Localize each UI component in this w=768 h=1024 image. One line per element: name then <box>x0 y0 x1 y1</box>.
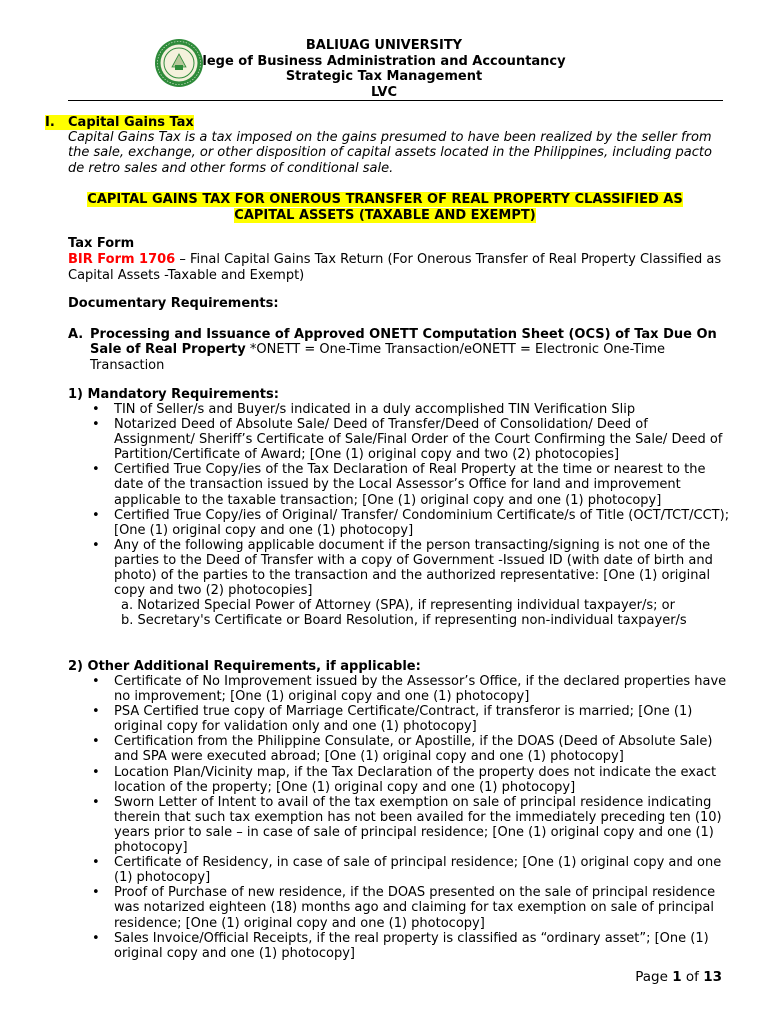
section-numeral: I. <box>45 115 68 130</box>
header-divider <box>68 100 723 101</box>
of-label: of <box>685 969 699 985</box>
section-title: Capital Gains Tax <box>68 115 194 130</box>
college-name: lege of Business Administration and Accountancy <box>202 53 566 69</box>
page-number <box>635 969 722 985</box>
bullet-dot: • <box>92 794 100 810</box>
list-item: • Any of the following applicable document if the person transacting/signing is not one of the parties to the Deed of Transfer with a copy of Government -Issued ID (with date of birth and photo) of the parties to the transaction and the authorized representative: [One (1) original copy and two (2) photocopies] a. Notarized Special Power of Attorney (SPA), if representing individual taxpayer/s; or b. Secretary's Certificate or Board Resolution, if representing non-individual taxpayer/s <box>91 538 731 629</box>
tax-form-description: – Final Capital Gains Tax Return (For Onerous Transfer of Real Property Classified as Capital Assets -Taxable and Exempt) <box>68 252 722 283</box>
item-a-title: Processing and Issuance of Approved ONETT Computation Sheet (OCS) of Tax Due On Sale of Real Property <box>90 327 717 358</box>
bullet-dot: • <box>92 764 100 780</box>
bullet-dot: • <box>92 402 100 417</box>
tax-form-heading: Tax Form <box>68 236 135 251</box>
caption-rest: (TAXABLE AND EXEMPT) <box>354 207 536 223</box>
list-item: • Sworn Letter of Intent to avail of the tax exemption on sale of principal residence indicating therein that such tax exemption has not been availed for the immediately preceding ten (10) years prior to sale – in case of sale of principal residence; [One (1) original copy and one (1) photocopy] <box>92 794 722 856</box>
list-item: • TIN of Seller/s and Buyer/s indicated in a duly accomplished TIN Verification Slip <box>92 402 636 417</box>
bullet-dot: • <box>92 930 100 946</box>
list-item: • Certified True Copy/ies of the Tax Declaration of Real Property at the time or nearest to the date of the transaction issued by the Local Assessor’s Office for land and improvement applicable to the taxable transaction; [One (1) original copy and one (1) photocopy] <box>92 462 706 508</box>
bullet-dot: • <box>92 704 100 720</box>
bir-form-number: BIR Form 1706 <box>68 252 176 267</box>
total-pages: 13 <box>703 969 722 985</box>
list-item: • Proof of Purchase of new residence, if the DOAS presented on the sale of principal residence was notarized eighteen (18) months ago and claiming for tax exemption on sale of principal residence; [One (1) original copy and one (1) photocopy] <box>92 885 716 931</box>
bullet-dot: • <box>92 417 100 433</box>
bullet-dot: • <box>92 734 100 750</box>
additional-heading: 2) Other Additional Requirements, if applicable: <box>68 659 421 674</box>
item-a <box>68 327 728 373</box>
bullet-dot: • <box>92 885 100 901</box>
course-name: Strategic Tax Management <box>285 69 483 84</box>
sub-list-item: b. Secretary's Certificate or Board Resolution, if representing non-individual taxpayer/s <box>121 613 687 629</box>
item-a-label: A. <box>68 327 84 342</box>
list-item: • Certified True Copy/ies of Original/ Transfer/ Condominium Certificate/s of Title (OCT/TCT/CCT); [One (1) original copy and one (1) photocopy] <box>92 507 730 538</box>
list-item: • Location Plan/Vicinity map, if the Tax Declaration of the property does not indicate the exact location of the property; [One (1) original copy and one (1) photocopy] <box>92 764 717 795</box>
section-caption <box>60 192 710 223</box>
university-name: BALIUAG UNIVERSITY <box>305 38 463 53</box>
bullet-dot: • <box>92 507 100 523</box>
list-item: • Sales Invoice/Official Receipts, if the real property is classified as “ordinary asset”; [One (1) original copy and one (1) photocopy] <box>92 930 709 961</box>
document-header <box>0 38 768 100</box>
list-item: • Certificate of Residency, in case of sale of principal residence; [One (1) original copy and one (1) photocopy] <box>92 855 722 886</box>
bullet-dot: • <box>92 855 100 871</box>
mandatory-heading: 1) Mandatory Requirements: <box>68 387 279 402</box>
tax-form-line <box>68 252 728 283</box>
list-item: • PSA Certified true copy of Marriage Certificate/Contract, if transferor is married; [One (1) original copy for validation only and one (1) photocopy] <box>92 704 693 735</box>
current-page: 1 <box>672 969 682 985</box>
instructor-initials: LVC <box>370 84 398 100</box>
sub-list-item: a. Notarized Special Power of Attorney (SPA), if representing individual taxpayer/s; or <box>121 598 675 614</box>
item-a-note: *ONETT = One-Time Transaction/eONETT = Electronic One-Time Transaction <box>90 342 665 373</box>
documentary-heading: Documentary Requirements: <box>68 296 279 311</box>
page-label: Page <box>635 969 668 985</box>
list-item: • Certificate of No Improvement issued by the Assessor’s Office, if the declared properties have no improvement; [One (1) original copy and one (1) photocopy] <box>92 674 727 705</box>
mandatory-list <box>91 402 731 628</box>
bullet-dot: • <box>92 537 100 553</box>
list-item: • Notarized Deed of Absolute Sale/ Deed of Transfer/Deed of Consolidation/ Deed of Assignment/ Sheriff’s Certificate of Sale/Final Order of the Court Confirming the Sale/ Deed of Partition/Certificate of Award; [One (1) original copy and two (2) photocopies] <box>92 417 723 463</box>
section-intro: Capital Gains Tax is a tax imposed on the gains presumed to have been realized by the seller from the sale, exchange, or other disposition of capital assets located in the Philippines, including pacto de retro sales and other forms of conditional sale. <box>68 130 712 176</box>
representative-sublist <box>114 598 731 628</box>
section-heading <box>45 115 194 130</box>
list-item: • Certification from the Philippine Consulate, or Apostille, if the DOAS (Deed of Absolute Sale) and SPA were executed abroad; [One (1) original copy and one (1) photocopy] <box>92 734 713 765</box>
bullet-dot: • <box>92 674 100 689</box>
bullet-dot: • <box>92 462 100 478</box>
caption-highlighted: CAPITAL GAINS TAX FOR ONEROUS TRANSFER OF REAL PROPERTY CLASSIFIED AS CAPITAL ASSETS <box>87 192 683 223</box>
additional-list <box>91 674 731 961</box>
